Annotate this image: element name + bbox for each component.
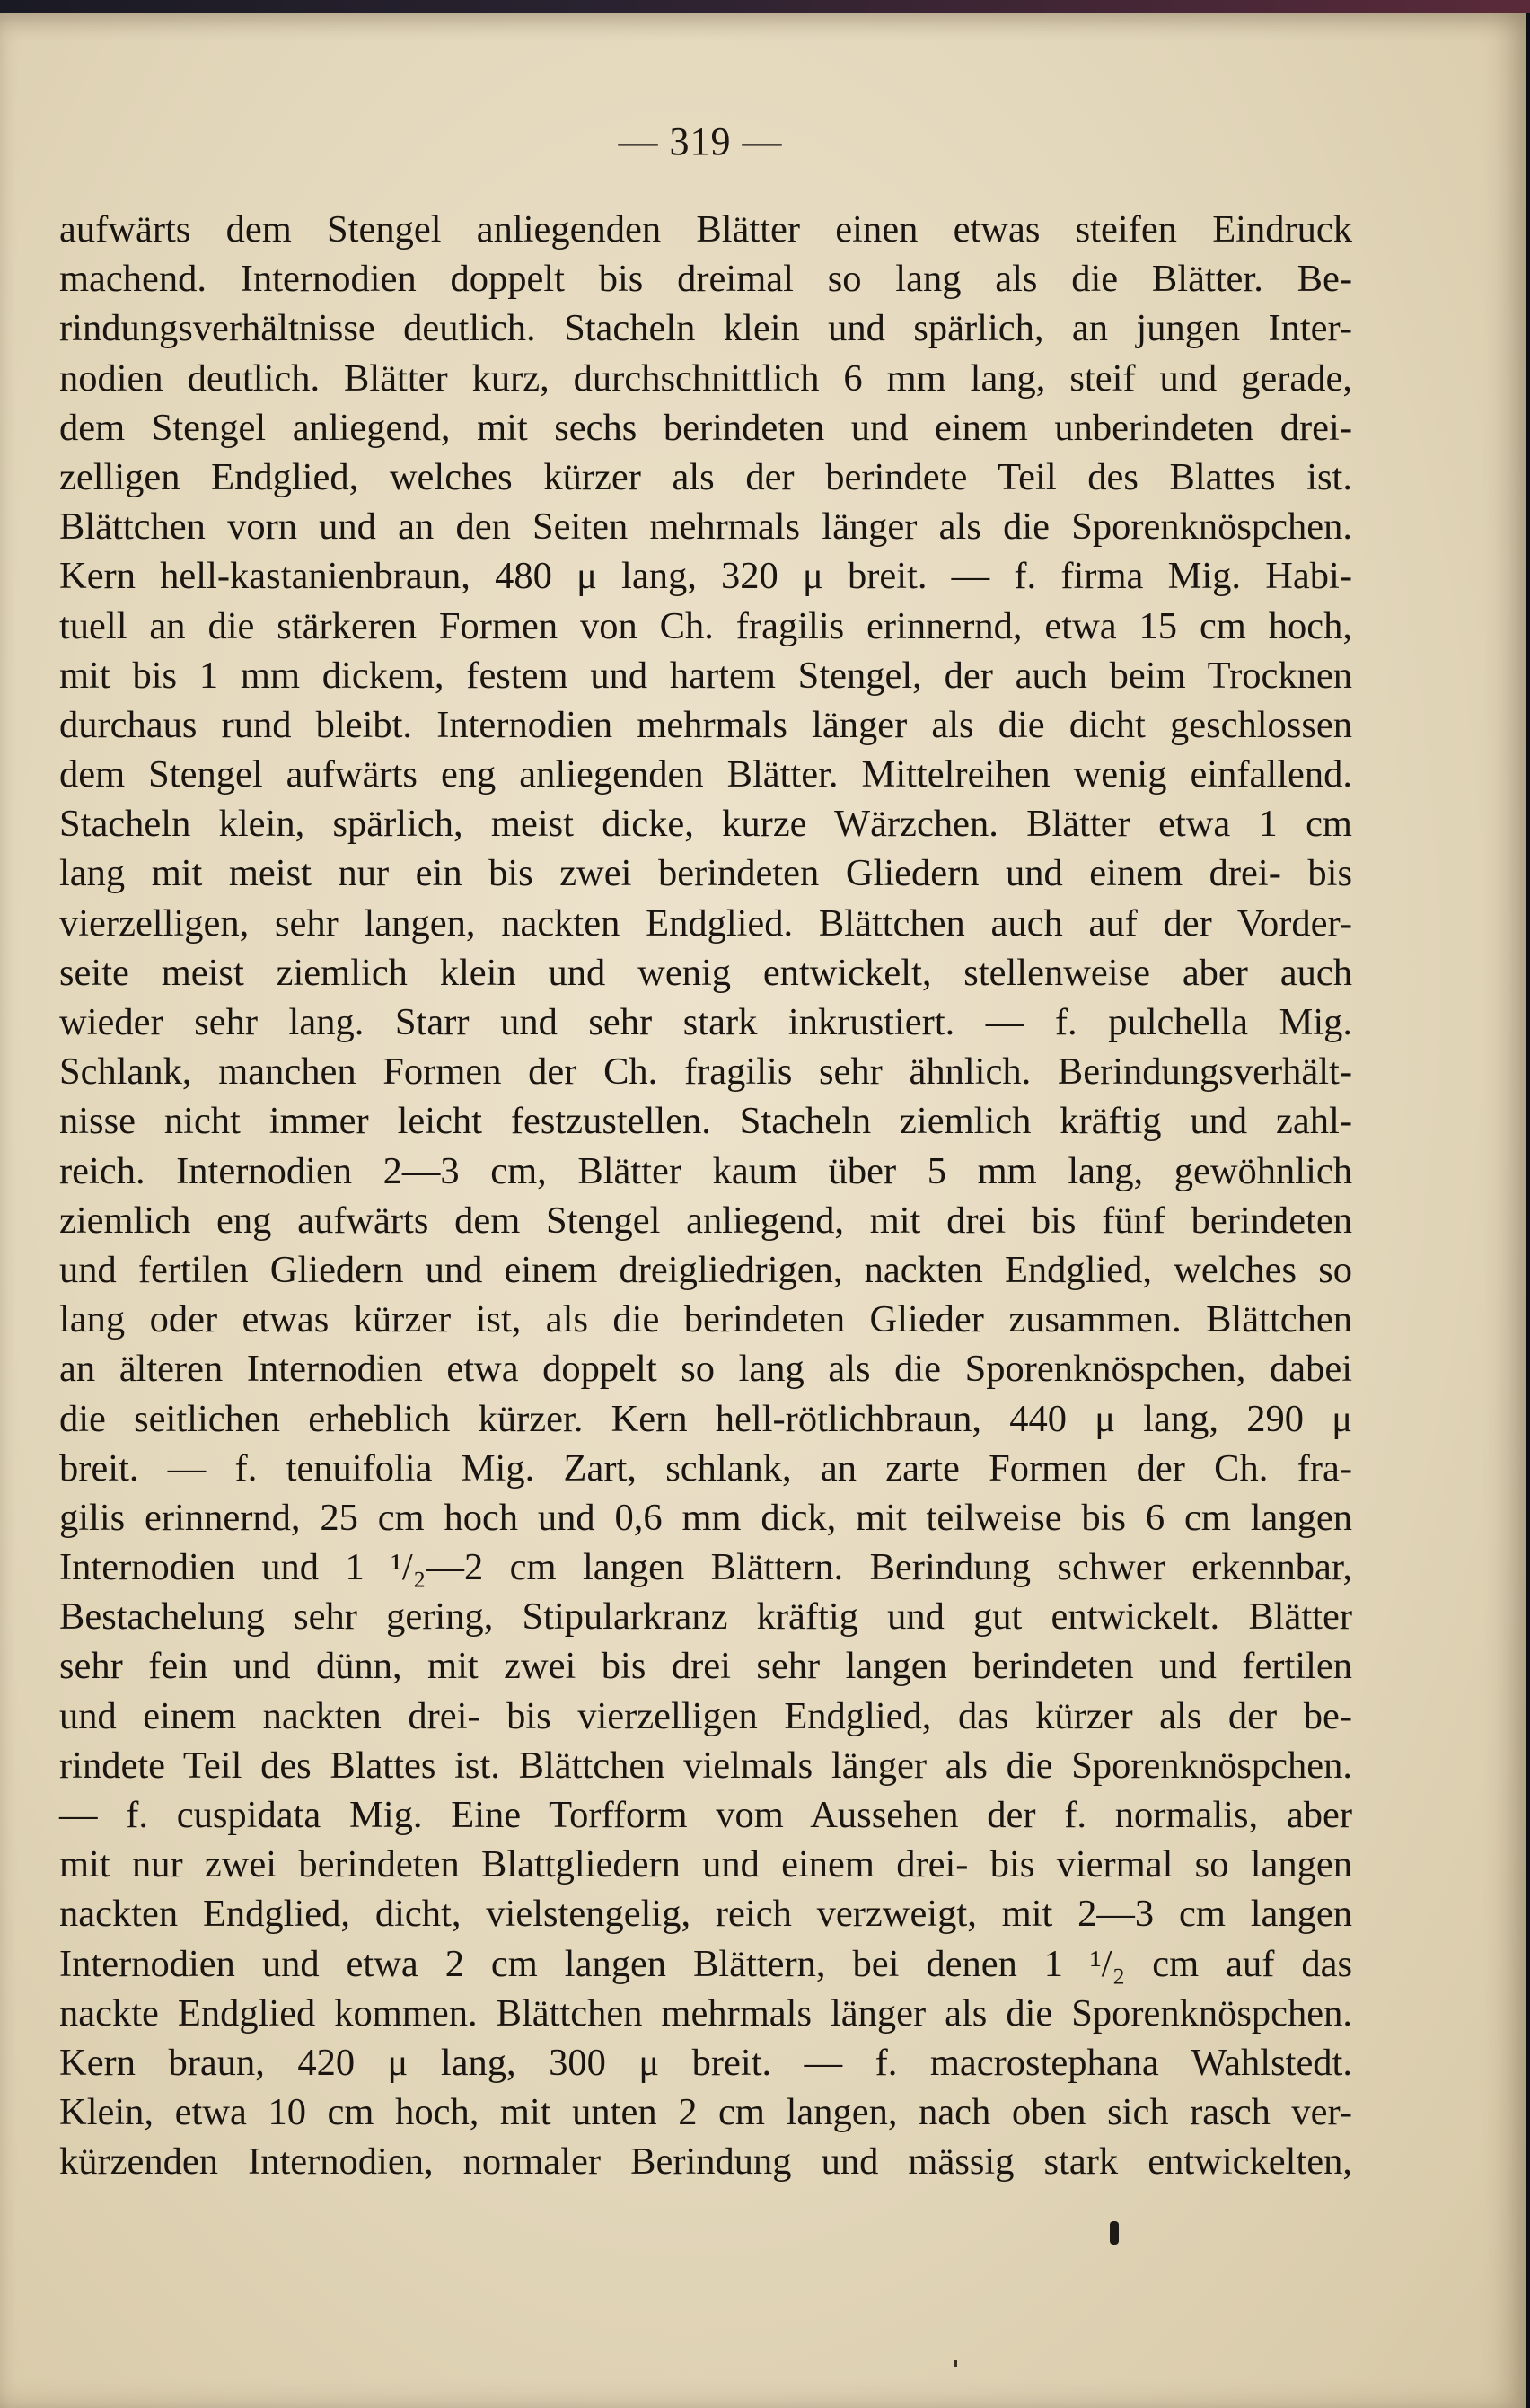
text-line: breit. — f. tenuifolia Mig. Zart, schlank, an zarte Formen der Ch. fra- — [59, 1446, 1352, 1490]
text-line: und fertilen Gliedern und einem dreigliedrigen, nackten Endglied, welches so — [59, 1248, 1352, 1291]
text-line: machend. Internodien doppelt bis dreimal so lang als die Blätter. Be- — [59, 258, 1352, 301]
text-line: nodien deutlich. Blätter kurz, durchschnittlich 6 mm lang, steif und gerade, — [59, 356, 1352, 400]
text-line: — f. cuspidata Mig. Eine Torfform vom Aussehen der f. normalis, aber — [59, 1794, 1352, 1836]
text-line: dem Stengel anliegend, mit sechs berindeten und einem unberindeten drei- — [59, 406, 1352, 449]
text-line: dem Stengel aufwärts eng anliegenden Blätter. Mittelreihen wenig einfallend. — [59, 753, 1352, 796]
text-line: die seitlichen erheblich kürzer. Kern hell-rötlichbraun, 440 μ lang, 290 μ — [59, 1397, 1352, 1440]
text-line: Kern braun, 420 μ lang, 300 μ breit. — f. macrostephana Wahlstedt. — [59, 2041, 1352, 2084]
book-cover-edge — [0, 0, 1530, 13]
ink-dot-mark — [954, 2360, 957, 2367]
text-line: vierzelligen, sehr langen, nackten Endglied. Blättchen auch auf der Vorder- — [59, 901, 1352, 945]
text-line: rindete Teil des Blattes ist. Blättchen vielmals länger als die Sporenknöspchen. — [59, 1744, 1352, 1787]
text-line: Blättchen vorn und an den Seiten mehrmals länger als die Sporenknöspchen. — [59, 505, 1352, 549]
ink-spot-mark — [1110, 2221, 1119, 2245]
book-page — [0, 13, 1526, 2408]
text-line: nackte Endglied kommen. Blättchen mehrmals länger als die Sporenknöspchen. — [59, 1991, 1352, 2034]
text-line: nackten Endglied, dicht, vielstengelig, reich verzweigt, mit 2—3 cm langen — [59, 1893, 1352, 1936]
text-line: Schlank, manchen Formen der Ch. fragilis sehr ähnlich. Berindungsverhält- — [59, 1050, 1352, 1094]
text-line: Stacheln klein, spärlich, meist dicke, kurze Wärzchen. Blätter etwa 1 cm — [59, 803, 1352, 846]
text-line: rindungsverhältnisse deutlich. Stacheln klein und spärlich, an jungen Inter- — [59, 307, 1352, 350]
text-line: nisse nicht immer leicht festzustellen. Stacheln ziemlich kräftig und zahl- — [59, 1100, 1352, 1143]
text-line: gilis erinnernd, 25 cm hoch und 0,6 mm dick, mit teilweise bis 6 cm langen — [59, 1496, 1352, 1539]
text-line: Internodien und etwa 2 cm langen Blättern, bei denen 1 ¹/₂ cm auf das — [59, 1942, 1352, 1985]
text-line: lang mit meist nur ein bis zwei berindeten Gliedern und einem drei- bis — [59, 852, 1352, 895]
text-line: zelligen Endglied, welches kürzer als der berindete Teil des Blattes ist. — [59, 455, 1352, 498]
text-line: aufwärts dem Stengel anliegenden Blätter einen etwas steifen Eindruck — [59, 208, 1352, 250]
text-line: Internodien und 1 ¹/₂—2 cm langen Blättern. Berindung schwer erkennbar, — [59, 1546, 1352, 1589]
body-text — [59, 205, 1352, 2187]
text-line: sehr fein und dünn, mit zwei bis drei sehr langen berindeten und fertilen — [59, 1645, 1352, 1688]
text-line: Bestachelung sehr gering, Stipularkranz kräftig und gut entwickelt. Blätter — [59, 1595, 1352, 1639]
text-line: und einem nackten drei- bis vierzelligen Endglied, das kürzer als der be- — [59, 1694, 1352, 1737]
text-line: wieder sehr lang. Starr und sehr stark inkrustiert. — f. pulchella Mig. — [59, 1001, 1352, 1043]
text-line: tuell an die stärkeren Formen von Ch. fragilis erinnernd, etwa 15 cm hoch, — [59, 604, 1352, 647]
text-line: an älteren Internodien etwa doppelt so lang als die Sporenknöspchen, dabei — [59, 1348, 1352, 1391]
text-line: mit bis 1 mm dickem, festem und hartem Stengel, der auch beim Trocknen — [59, 654, 1352, 697]
text-line: Klein, etwa 10 cm hoch, mit unten 2 cm langen, nach oben sich rasch ver- — [59, 2091, 1352, 2134]
page-number: — 319 — — [618, 119, 783, 163]
text-line: seite meist ziemlich klein und wenig entwickelt, stellenweise aber auch — [59, 951, 1352, 994]
text-line: lang oder etwas kürzer ist, als die berindeten Glieder zusammen. Blättchen — [59, 1298, 1352, 1341]
text-line: kürzenden Internodien, normaler Berindung und mässig stark entwickelten, — [59, 2140, 1352, 2184]
text-line: Kern hell-kastanienbraun, 480 μ lang, 320 μ breit. — f. firma Mig. Habi- — [59, 555, 1352, 598]
text-line: ziemlich eng aufwärts dem Stengel anliegend, mit drei bis fünf berindeten — [59, 1199, 1352, 1242]
text-line: mit nur zwei berindeten Blattgliedern und einem drei- bis viermal so langen — [59, 1843, 1352, 1886]
text-line: reich. Internodien 2—3 cm, Blätter kaum über 5 mm lang, gewöhnlich — [59, 1149, 1352, 1192]
text-line: durchaus rund bleibt. Internodien mehrmals länger als die dicht geschlossen — [59, 703, 1352, 746]
